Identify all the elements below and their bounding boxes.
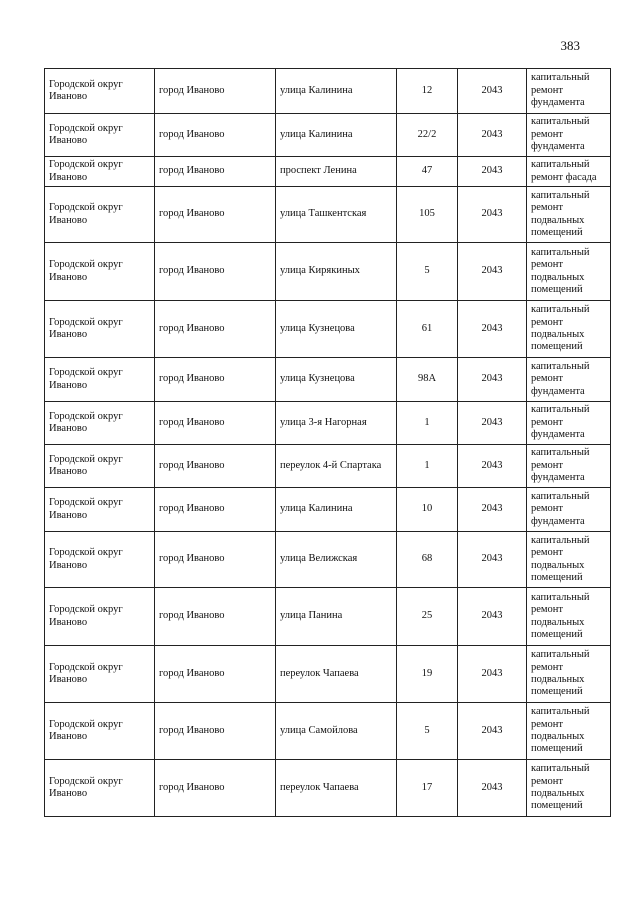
table-body <box>45 69 611 817</box>
house-number-cell: 1 <box>397 402 458 445</box>
year-cell: 2043 <box>458 445 527 488</box>
work-type-cell: капитальный ремонт фундамента <box>527 114 611 157</box>
okrug-cell: Городской округ Иваново <box>45 646 155 703</box>
year-cell: 2043 <box>458 301 527 358</box>
year-cell: 2043 <box>458 157 527 187</box>
city-cell: город Иваново <box>155 358 276 402</box>
work-type-cell: капитальный ремонт подвальных помещений <box>527 703 611 760</box>
city-cell: город Иваново <box>155 703 276 760</box>
work-type-cell: капитальный ремонт фасада <box>527 157 611 187</box>
table-row <box>45 760 611 817</box>
okrug-cell: Городской округ Иваново <box>45 358 155 402</box>
okrug-cell: Городской округ Иваново <box>45 532 155 588</box>
year-cell: 2043 <box>458 69 527 114</box>
house-number-cell: 17 <box>397 760 458 817</box>
okrug-cell: Городской округ Иваново <box>45 69 155 114</box>
table-row <box>45 646 611 703</box>
table-row <box>45 532 611 588</box>
year-cell: 2043 <box>458 402 527 445</box>
city-cell: город Иваново <box>155 402 276 445</box>
year-cell: 2043 <box>458 760 527 817</box>
street-cell: проспект Ленина <box>276 157 397 187</box>
okrug-cell: Городской округ Иваново <box>45 114 155 157</box>
okrug-cell: Городской округ Иваново <box>45 243 155 301</box>
city-cell: город Иваново <box>155 243 276 301</box>
city-cell: город Иваново <box>155 301 276 358</box>
table-row <box>45 69 611 114</box>
street-cell: улица Калинина <box>276 114 397 157</box>
year-cell: 2043 <box>458 588 527 646</box>
city-cell: город Иваново <box>155 532 276 588</box>
street-cell: улица Велижская <box>276 532 397 588</box>
capital-repair-table <box>44 68 611 817</box>
table-row <box>45 588 611 646</box>
house-number-cell: 47 <box>397 157 458 187</box>
work-type-cell: капитальный ремонт подвальных помещений <box>527 532 611 588</box>
table-row <box>45 114 611 157</box>
city-cell: город Иваново <box>155 187 276 243</box>
okrug-cell: Городской округ Иваново <box>45 301 155 358</box>
house-number-cell: 5 <box>397 243 458 301</box>
okrug-cell: Городской округ Иваново <box>45 588 155 646</box>
city-cell: город Иваново <box>155 646 276 703</box>
city-cell: город Иваново <box>155 114 276 157</box>
okrug-cell: Городской округ Иваново <box>45 488 155 532</box>
city-cell: город Иваново <box>155 488 276 532</box>
year-cell: 2043 <box>458 187 527 243</box>
street-cell: улица Кузнецова <box>276 301 397 358</box>
table-row <box>45 358 611 402</box>
year-cell: 2043 <box>458 114 527 157</box>
city-cell: город Иваново <box>155 445 276 488</box>
house-number-cell: 12 <box>397 69 458 114</box>
house-number-cell: 68 <box>397 532 458 588</box>
street-cell: улица Ташкентская <box>276 187 397 243</box>
okrug-cell: Городской округ Иваново <box>45 402 155 445</box>
house-number-cell: 22/2 <box>397 114 458 157</box>
house-number-cell: 10 <box>397 488 458 532</box>
table-row <box>45 402 611 445</box>
okrug-cell: Городской округ Иваново <box>45 703 155 760</box>
city-cell: город Иваново <box>155 69 276 114</box>
city-cell: город Иваново <box>155 760 276 817</box>
table-row <box>45 445 611 488</box>
street-cell: улица Кирякиных <box>276 243 397 301</box>
city-cell: город Иваново <box>155 157 276 187</box>
work-type-cell: капитальный ремонт подвальных помещений <box>527 760 611 817</box>
year-cell: 2043 <box>458 703 527 760</box>
house-number-cell: 1 <box>397 445 458 488</box>
work-type-cell: капитальный ремонт фундамента <box>527 69 611 114</box>
work-type-cell: капитальный ремонт подвальных помещений <box>527 301 611 358</box>
year-cell: 2043 <box>458 358 527 402</box>
okrug-cell: Городской округ Иваново <box>45 157 155 187</box>
page-number: 383 <box>560 38 580 53</box>
table-row <box>45 243 611 301</box>
year-cell: 2043 <box>458 243 527 301</box>
house-number-cell: 25 <box>397 588 458 646</box>
table-row <box>45 703 611 760</box>
work-type-cell: капитальный ремонт подвальных помещений <box>527 187 611 243</box>
street-cell: улица 3-я Нагорная <box>276 402 397 445</box>
street-cell: переулок Чапаева <box>276 760 397 817</box>
street-cell: улица Калинина <box>276 488 397 532</box>
street-cell: переулок 4-й Спартака <box>276 445 397 488</box>
okrug-cell: Городской округ Иваново <box>45 760 155 817</box>
work-type-cell: капитальный ремонт фундамента <box>527 445 611 488</box>
okrug-cell: Городской округ Иваново <box>45 445 155 488</box>
okrug-cell: Городской округ Иваново <box>45 187 155 243</box>
work-type-cell: капитальный ремонт подвальных помещений <box>527 646 611 703</box>
table-row <box>45 157 611 187</box>
work-type-cell: капитальный ремонт фундамента <box>527 358 611 402</box>
work-type-cell: капитальный ремонт фундамента <box>527 402 611 445</box>
house-number-cell: 19 <box>397 646 458 703</box>
year-cell: 2043 <box>458 646 527 703</box>
street-cell: улица Кузнецова <box>276 358 397 402</box>
house-number-cell: 5 <box>397 703 458 760</box>
year-cell: 2043 <box>458 488 527 532</box>
table-row <box>45 488 611 532</box>
street-cell: улица Панина <box>276 588 397 646</box>
work-type-cell: капитальный ремонт подвальных помещений <box>527 588 611 646</box>
house-number-cell: 61 <box>397 301 458 358</box>
table-row <box>45 301 611 358</box>
house-number-cell: 98А <box>397 358 458 402</box>
year-cell: 2043 <box>458 532 527 588</box>
street-cell: улица Калинина <box>276 69 397 114</box>
work-type-cell: капитальный ремонт фундамента <box>527 488 611 532</box>
city-cell: город Иваново <box>155 588 276 646</box>
work-type-cell: капитальный ремонт подвальных помещений <box>527 243 611 301</box>
table-row <box>45 187 611 243</box>
street-cell: улица Самойлова <box>276 703 397 760</box>
house-number-cell: 105 <box>397 187 458 243</box>
street-cell: переулок Чапаева <box>276 646 397 703</box>
